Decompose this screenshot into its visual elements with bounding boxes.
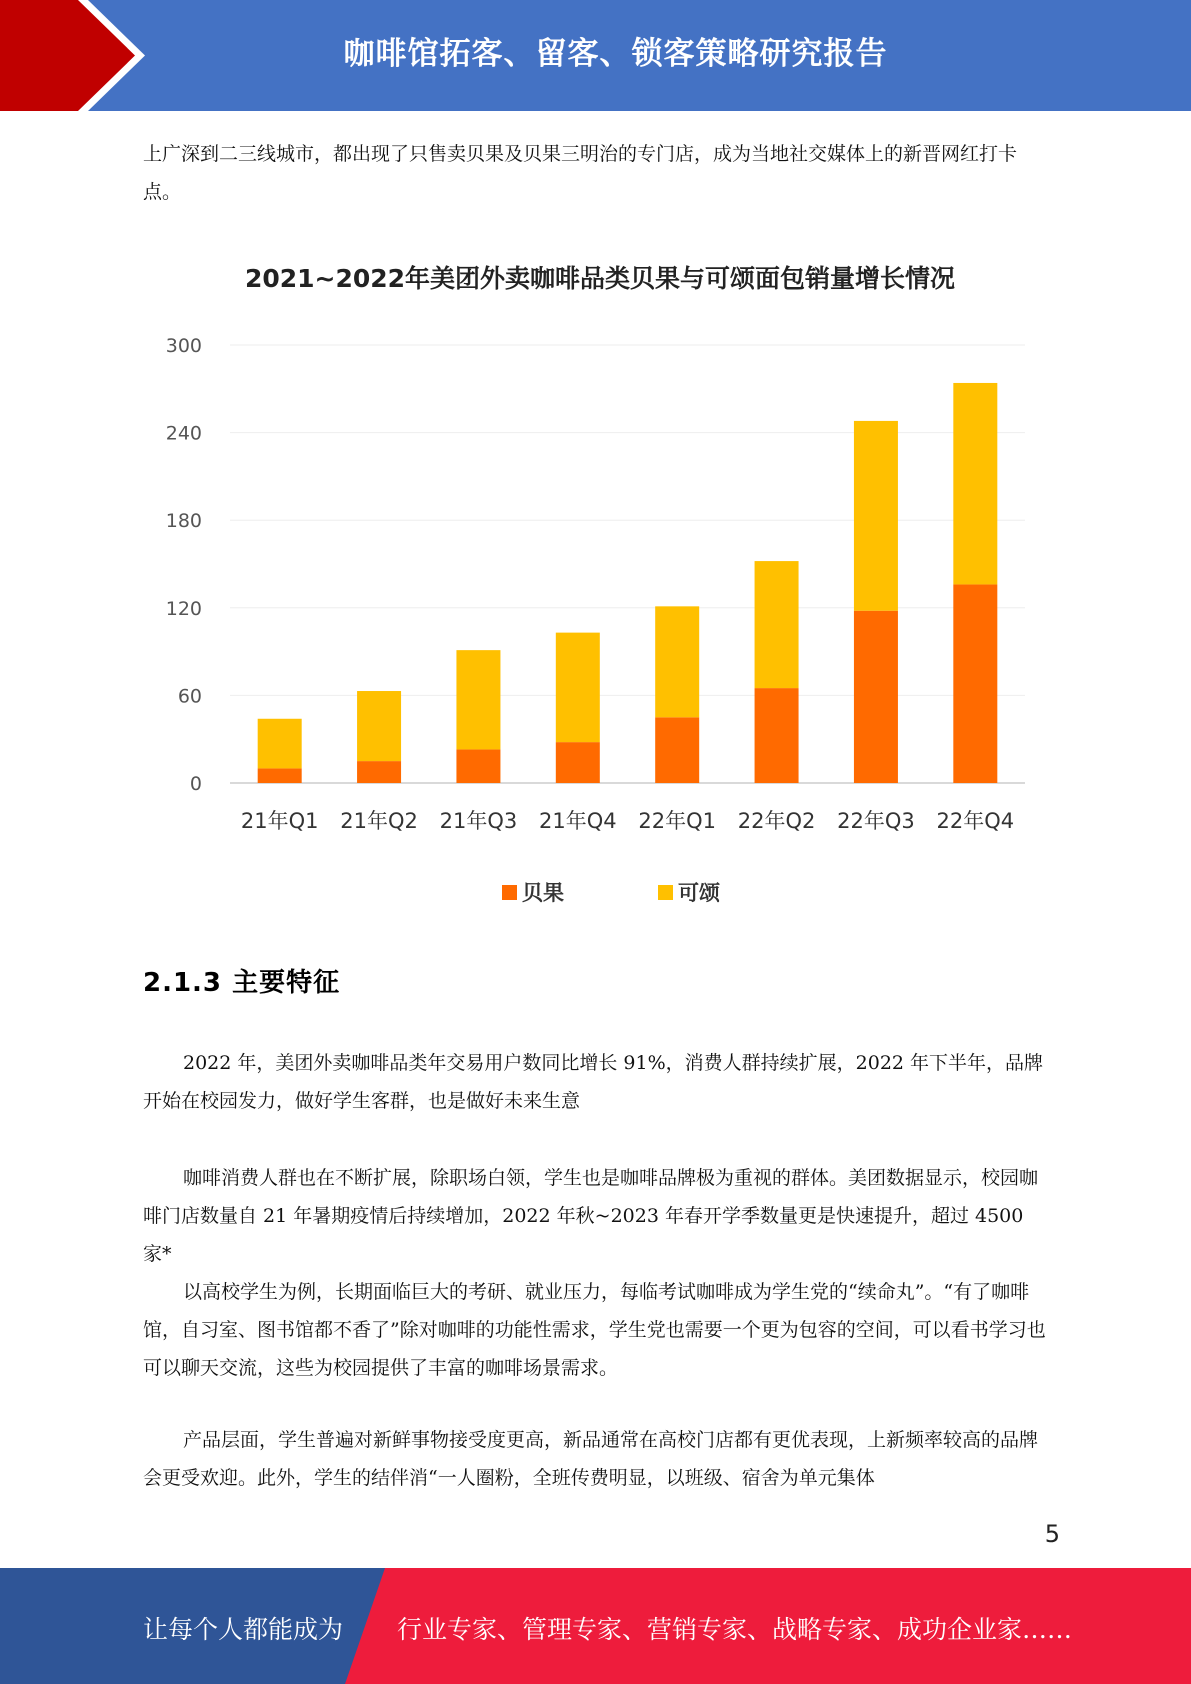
paragraph-3: 以高校学生为例，长期面临巨大的考研、就业压力，每临考试咖啡成为学生党的“续命丸”。“有了咖啡馆，自习室、图书馆都不香了”除对咖啡的功能性需求，学生党也需要一个更为包容的空间，可以看书学习也可以聊天交流，这些为校园提供了丰富的咖啡场景需求。 xyxy=(143,1281,1046,1379)
bar-bagel xyxy=(953,584,997,783)
bar-croissant xyxy=(556,633,600,743)
x-tick-label: 22年Q4 xyxy=(936,809,1015,833)
x-tick-label: 22年Q3 xyxy=(837,809,915,833)
bar-bagel xyxy=(655,717,699,783)
bar-croissant xyxy=(953,383,997,584)
intro-paragraph: 上广深到二三线城市，都出现了只售卖贝果及贝果三明治的专门店，成为当地社交媒体上的新晋网红打卡点。 xyxy=(143,143,1018,203)
page-header xyxy=(0,0,1191,111)
page-number: 5 xyxy=(1044,1520,1060,1548)
x-tick-label: 21年Q1 xyxy=(240,809,319,833)
footer-slogan-right: 行业专家、管理专家、营销专家、战略专家、成功企业家…… xyxy=(397,1615,1073,1644)
bar-croissant xyxy=(755,561,799,688)
y-tick-label: 180 xyxy=(165,510,202,533)
bar-bagel xyxy=(854,611,898,783)
y-tick-label: 300 xyxy=(165,335,202,357)
bar-croissant xyxy=(258,719,302,769)
bar-bagel xyxy=(755,688,799,783)
x-tick-label: 22年Q1 xyxy=(638,809,716,833)
x-tick-label: 21年Q4 xyxy=(539,809,617,833)
paragraph-1: 2022 年，美团外卖咖啡品类年交易用户数同比增长 91%，消费人群持续扩展，2022 年下半年，品牌开始在校园发力，做好学生客群，也是做好未来生意 xyxy=(143,1052,1044,1112)
bar-bagel xyxy=(357,761,401,783)
x-tick-label: 21年Q2 xyxy=(340,809,418,833)
bar-bagel xyxy=(258,768,302,783)
bar-bagel xyxy=(456,749,500,783)
legend-swatch xyxy=(658,885,673,900)
y-tick-label: 120 xyxy=(165,597,202,620)
y-tick-label: 240 xyxy=(165,422,202,445)
chart-title: 2021~2022年美团外卖咖啡品类贝果与可颂面包销量增长情况 xyxy=(244,264,956,293)
footer-slogan-left: 让每个人都能成为 xyxy=(143,1615,344,1644)
paragraph-2: 咖啡消费人群也在不断扩展，除职场白领，学生也是咖啡品牌极为重视的群体。美团数据显示，校园咖啡门店数量自 21 年暑期疫情后持续增加，2022 年秋~2023 年春开学季数量更是快速提升，超过 4500 家* xyxy=(143,1167,1039,1265)
sales-growth-chart xyxy=(150,245,1050,935)
chart-svg xyxy=(150,245,1050,935)
legend-label: 可颂 xyxy=(678,881,720,905)
x-tick-label: 22年Q2 xyxy=(737,809,816,833)
bar-croissant xyxy=(854,421,898,611)
paragraph-4: 产品层面，学生普遍对新鲜事物接受度更高，新品通常在高校门店都有更优表现，上新频率较高的品牌会更受欢迎。此外，学生的结伴消“一人圈粉，全班传费明显，以班级、宿舍为单元集体 xyxy=(143,1429,1039,1489)
x-tick-label: 21年Q3 xyxy=(439,809,518,833)
y-tick-label: 0 xyxy=(189,773,202,795)
y-tick-label: 60 xyxy=(177,685,202,708)
bar-croissant xyxy=(456,650,500,749)
section-heading: 2.1.3 主要特征 xyxy=(143,968,341,998)
page-footer xyxy=(0,1568,1191,1684)
bar-bagel xyxy=(556,742,600,783)
bar-croissant xyxy=(357,691,401,761)
document-title: 咖啡馆拓客、留客、锁客策略研究报告 xyxy=(343,36,888,72)
legend-label: 贝果 xyxy=(522,881,564,905)
bar-croissant xyxy=(655,606,699,717)
legend-swatch xyxy=(502,885,517,900)
